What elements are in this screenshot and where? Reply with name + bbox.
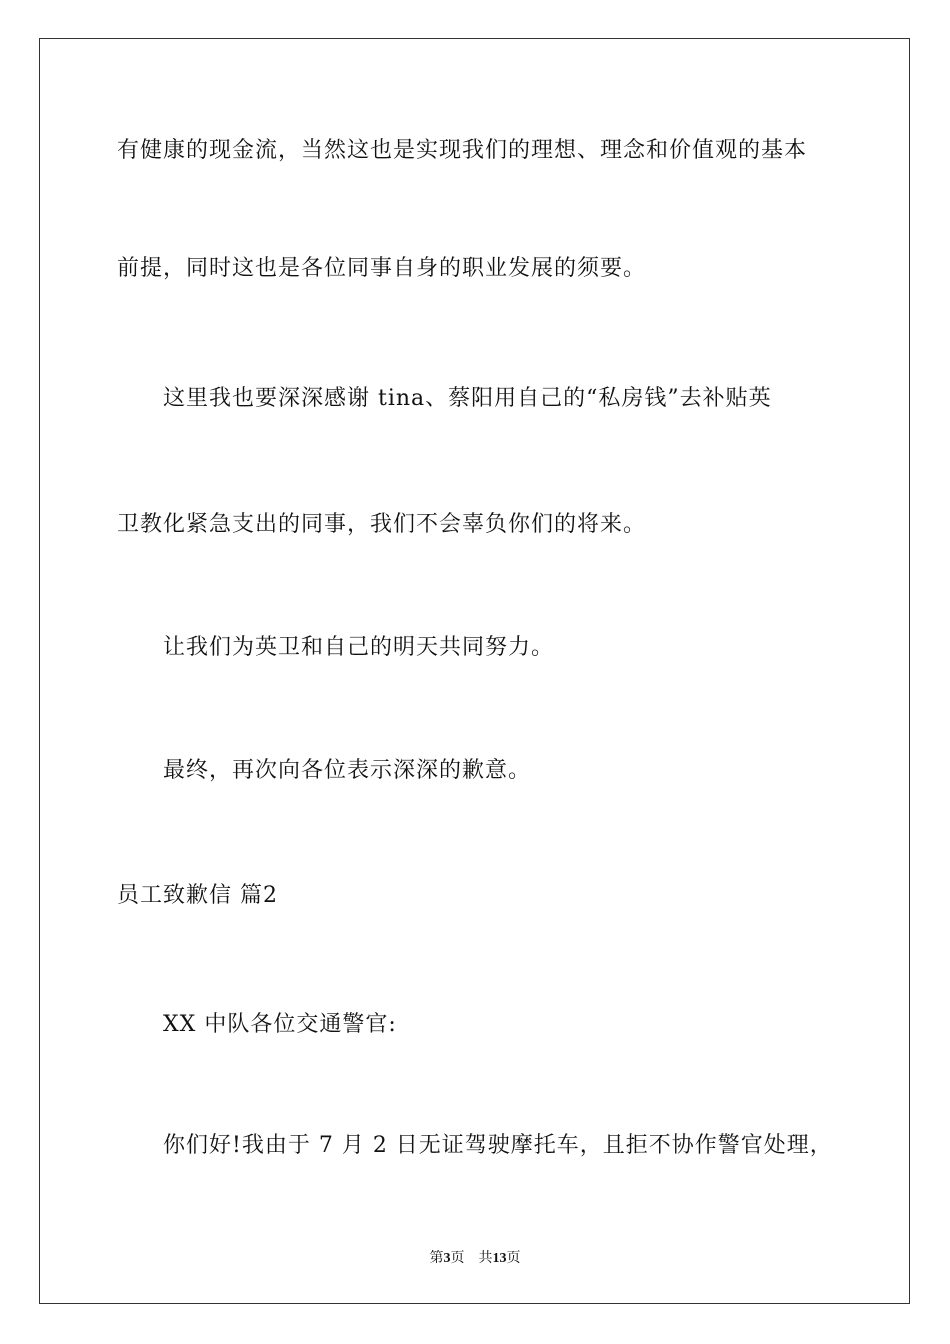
paragraph-line-1: 有健康的现金流，当然这也是实现我们的理想、理念和价值观的基本 — [117, 138, 808, 163]
footer-total-suffix: 页 — [506, 1251, 521, 1266]
paragraph-line-5: 让我们为英卫和自己的明天共同努力。 — [163, 635, 555, 660]
footer-page-suffix: 页 — [450, 1251, 465, 1266]
paragraph-line-3: 这里我也要深深感谢 tina、蔡阳用自己的“私房钱”去补贴英 — [163, 386, 772, 411]
paragraph-line-2: 前提，同时这也是各位同事自身的职业发展的须要。 — [117, 256, 647, 281]
footer-total-pages: 13 — [492, 1251, 507, 1266]
paragraph-line-6: 最终，再次向各位表示深深的歉意。 — [163, 758, 532, 783]
paragraph-line-7: 你们好!我由于 7 月 2 日无证驾驶摩托车，且拒不协作警官处理， — [163, 1133, 833, 1158]
footer-page-prefix: 第 — [429, 1251, 444, 1266]
section-heading: 员工致歉信 篇2 — [117, 883, 278, 908]
page-border — [39, 38, 910, 1304]
paragraph-line-4: 卫教化紧急支出的同事，我们不会辜负你们的将来。 — [117, 512, 647, 537]
footer-total-prefix: 共 — [478, 1251, 493, 1266]
footer-page-number: 3 — [443, 1251, 451, 1266]
salutation-line: XX 中队各位交通警官: — [163, 1012, 397, 1037]
page-footer — [0, 1247, 950, 1267]
